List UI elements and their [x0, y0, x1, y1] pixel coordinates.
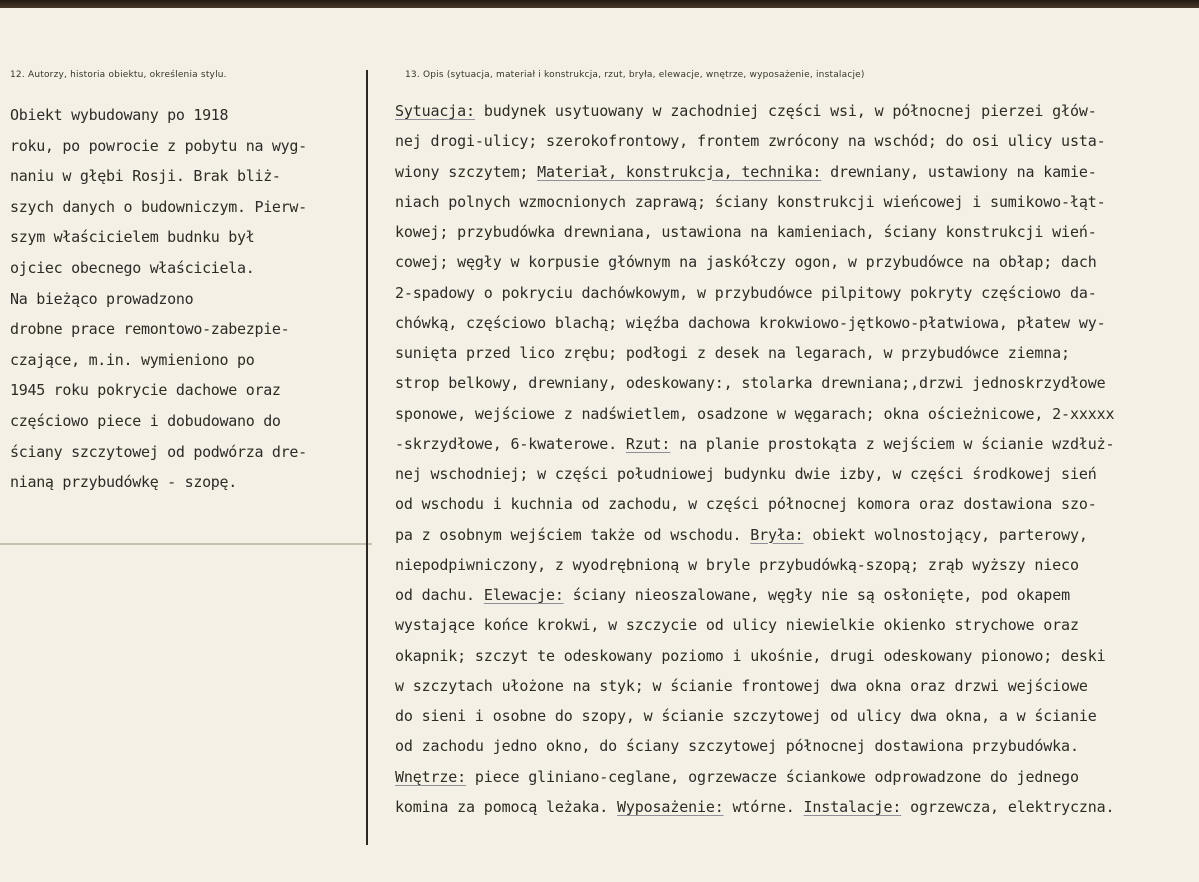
description-line — [395, 731, 1114, 761]
description-line — [395, 459, 1114, 489]
description-segment: piece gliniano-ceglane, ogrzewacze ściankowe odprowadzone do jednego — [466, 767, 1079, 786]
description-segment: ogrzewcza, elektryczna. — [901, 797, 1115, 816]
description-segment: w szczytach ułożone na styk; w ścianie frontowej dwa okna oraz drzwi wejściowe — [395, 676, 1088, 695]
description-segment: na planie prostokąta z wejściem w ścianie wzdłuż- — [670, 434, 1115, 453]
description-segment: niach polnych wzmocnionych zaprawą; ściany konstrukcji wieńcowej i sumikowo-łąt- — [395, 192, 1106, 211]
description-segment: pa z osobnym wejściem także od wschodu. — [395, 525, 751, 544]
history-line: 1945 roku pokrycie dachowe oraz — [10, 381, 281, 400]
section-label: Elewacje: — [483, 586, 564, 604]
description-segment: komina za pomocą leżaka. — [395, 797, 618, 816]
description-segment: od zachodu jedno okno, do ściany szczytowej północnej dostawiona przybudówka. — [395, 737, 1079, 756]
description-segment: strop belkowy, drewniany, odeskowany:, stolarka drewniana;,drzwi jednoskrzydłowe — [395, 374, 1106, 393]
description-segment: drewniany, ustawiony na kamie- — [821, 162, 1097, 181]
section-label: Instalacje: — [803, 797, 902, 816]
description-segment: od dachu. — [395, 586, 484, 604]
description-line — [395, 701, 1114, 731]
history-line: drobne prace remontowo-zabezpie- — [10, 320, 290, 339]
description-segment: wtórne. — [723, 797, 804, 816]
description-segment: budynek usytuowany w zachodniej części wsi, w północnej pierzei głów- — [474, 102, 1097, 120]
history-line: Obiekt wybudowany po 1918 — [10, 106, 229, 124]
description-line — [395, 126, 1114, 156]
description-segment: ściany nieoszalowane, węgły nie są osłonięte, pod okapem — [563, 586, 1070, 604]
history-line: szym właścicielem budnku był — [10, 228, 255, 247]
description-line — [395, 278, 1114, 308]
description-line — [395, 792, 1114, 822]
scan-edge — [0, 0, 1199, 8]
description-line — [395, 580, 1114, 610]
section-12-header: 12. Autorzy, historia obiektu, określenia stylu. — [10, 70, 227, 80]
description-line — [395, 610, 1114, 640]
description-line — [395, 368, 1114, 398]
description-line — [395, 308, 1114, 338]
description-line — [395, 187, 1114, 217]
description-segment: kowej; przybudówka drewniana, ustawiona na kamieniach, ściany konstrukcji wień- — [395, 223, 1097, 241]
description-line — [395, 429, 1114, 459]
history-line: częściowo piece i dobudowano do — [10, 411, 281, 430]
description-segment: nej wschodniej; w części południowej budynku dwie izby, w części środkowej sień — [395, 465, 1097, 483]
history-line: ojciec obecnego właściciela. — [10, 258, 255, 277]
description-line — [395, 338, 1114, 368]
description-segment: obiekt wolnostojący, parterowy, — [803, 525, 1088, 544]
description-line — [395, 520, 1114, 550]
description-segment: wiony szczytem; — [395, 162, 538, 181]
section-label: Rzut: — [625, 434, 671, 453]
column-divider — [366, 70, 368, 845]
description-line — [395, 399, 1114, 429]
history-line: szych danych o budowniczym. Pierw- — [10, 197, 307, 216]
description-line — [395, 247, 1114, 277]
section-label: Bryła: — [750, 525, 804, 544]
history-line: Na bieżąco prowadzono — [10, 289, 194, 308]
section-label: Wnętrze: — [395, 767, 467, 786]
history-line: naniu w głębi Rosji. Brak bliż- — [10, 167, 281, 186]
description-line — [395, 489, 1114, 519]
description-line — [395, 671, 1114, 701]
section-label: Materiał, konstrukcja, technika: — [537, 162, 822, 181]
description-segment: sponowe, wejściowe z nadświetlem, osadzone w węgarach; okna ościeżnicowe, 2-xxxxx — [395, 404, 1115, 423]
history-line: ściany szczytowej od podwórza dre- — [10, 442, 307, 461]
description-line — [395, 762, 1114, 792]
description-segment: okapnik; szczyt te odeskowany poziomo i ukośnie, drugi odeskowany pionowo; deski — [395, 646, 1106, 665]
description-segment: 2-spadowy o pokryciu dachówkowym, w przybudówce pilpitowy pokryty częściowo da- — [395, 283, 1097, 302]
history-line: roku, po powrocie z pobytu na wyg- — [10, 136, 307, 155]
description-line — [395, 96, 1114, 126]
description-segment: sunięta przed lico zrębu; podłogi z desek na legarach, w przybudówce ziemna; — [395, 344, 1070, 362]
description-segment: niepodpiwniczony, z wyodrębnioną w bryle przybudówką-szopą; zrąb wyższy nieco — [395, 555, 1079, 574]
section-13-header: 13. Opis (sytuacja, materiał i konstrukcja, rzut, bryła, elewacje, wnętrze, wyposażenie, instalacje) — [405, 70, 865, 80]
paper-fold-line — [0, 543, 372, 545]
description-segment: chówką, częściowo blachą; więźba dachowa krokwiowo-jętkowo-płatwiowa, płatew wy- — [395, 313, 1106, 332]
history-line: czające, m.in. wymieniono po — [10, 350, 255, 369]
description-line — [395, 217, 1114, 247]
history-text — [10, 100, 307, 498]
description-segment: -skrzydłowe, 6-kwaterowe. — [395, 434, 626, 453]
description-text — [395, 96, 1114, 822]
history-line: nianą przybudówkę - szopę. — [10, 473, 238, 492]
description-line — [395, 550, 1114, 580]
description-segment: do sieni i osobne do szopy, w ścianie szczytowej od ulicy dwa okna, a w ścianie — [395, 707, 1097, 725]
description-segment: wystające końce krokwi, w szczycie od ulicy niewielkie okienko strychowe oraz — [395, 616, 1079, 635]
description-line — [395, 157, 1114, 187]
description-segment: cowej; węgły w korpusie głównym na jaskółczy ogon, w przybudówce na obłap; dach — [395, 253, 1097, 272]
description-line — [395, 641, 1114, 671]
description-segment: od wschodu i kuchnia od zachodu, w części północnej komora oraz dostawiona szo- — [395, 495, 1097, 514]
section-label: Sytuacja: — [395, 102, 475, 120]
description-segment: nej drogi-ulicy; szerokofrontowy, frontem zwrócony na wschód; do osi ulicy usta- — [395, 132, 1106, 151]
section-label: Wyposażenie: — [617, 797, 724, 816]
